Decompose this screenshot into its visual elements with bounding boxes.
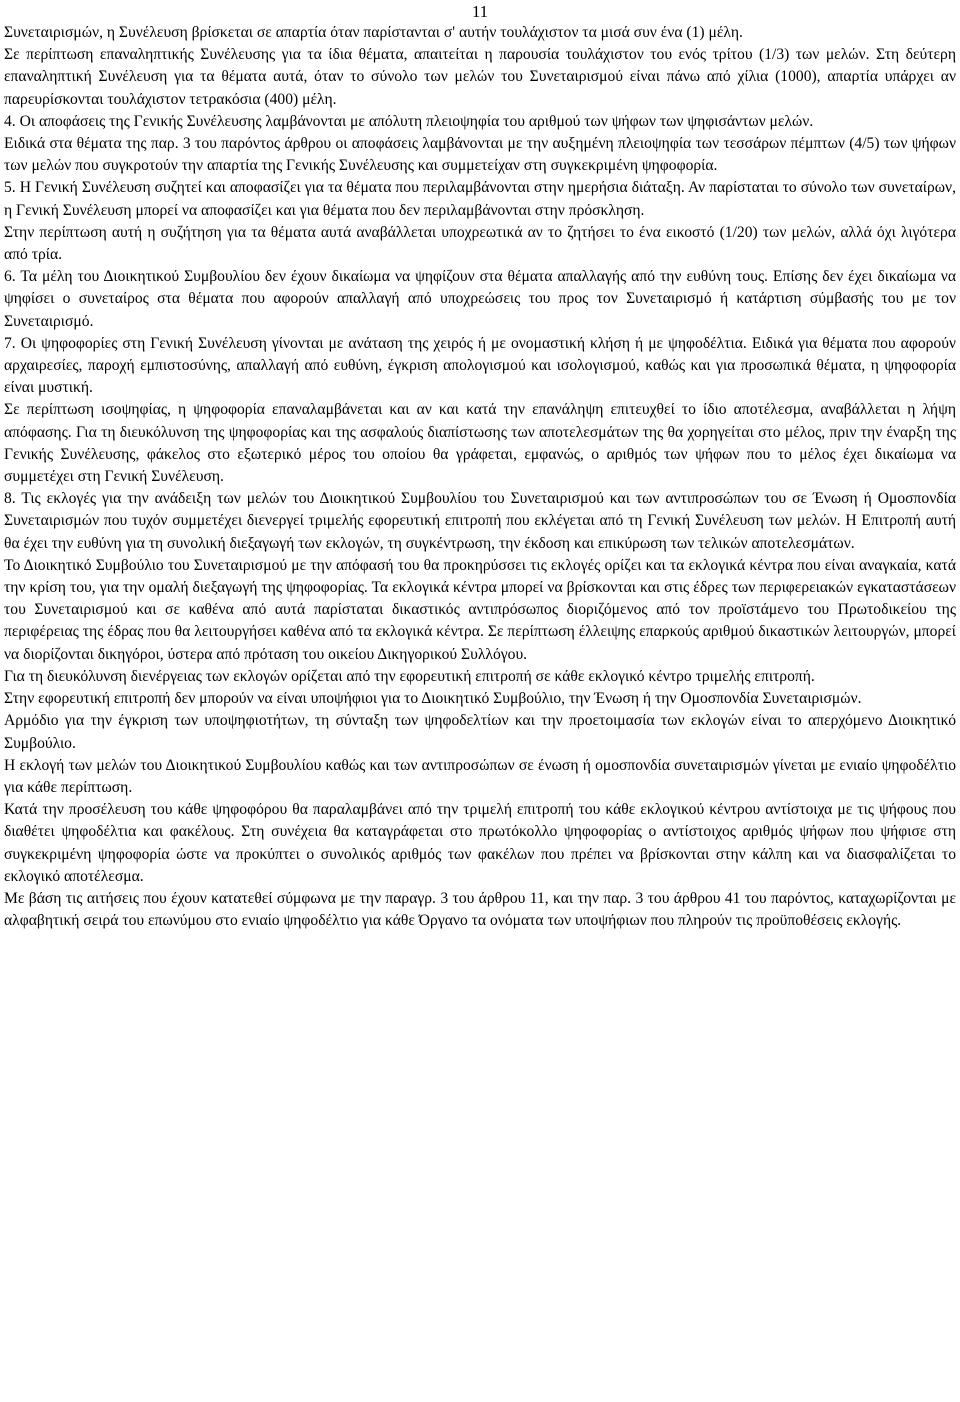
paragraph: 8. Τις εκλογές για την ανάδειξη των μελών του Διοικητικού Συμβουλίου του Συνεταιρισμού και των αντιπροσώπων του σε Ένωση ή Ομοσπονδία Συνεταιρισμών που τυχόν συμμετέχει διενεργεί τριμελής εφορευτική επιτροπή που εκλέγεται από τη Γενική Συνέλευση των μελών. Η Επιτροπή αυτή θα έχει την ευθύνη για τη συνολική διεξαγωγή των εκλογών, τη συγκέντρωση, την έκδοση και επικύρωση των τελικών αποτελεσμάτων. [4,490,956,552]
paragraph: 6. Τα μέλη του Διοικητικού Συμβουλίου δεν έχουν δικαίωμα να ψηφίζουν στα θέματα απαλλαγής από την ευθύνη τους. Επίσης δεν έχει δικαίωμα να ψηφίσει ο συνεταίρος στα θέματα που αφορούν απαλλαγή από υποχρεώσεις του προς τον Συνεταιρισμό ή κατάρτιση σύμβασής του με τον Συνεταιρισμό. [4,268,956,330]
paragraph: Το Διοικητικό Συμβούλιο του Συνεταιρισμού με την απόφασή του θα προκηρύσσει τις εκλογές ορίζει και τα εκλογικά κέντρα που είναι αναγκαία, κατά την κρίση του, για την ομαλή διεξαγωγή της ψηφοφορίας. Τα εκλογικά κέντρα μπορεί να βρίσκονται και στις έδρες των περιφερειακών εγκαταστάσεων του Συνεταιρισμού και σε καθένα από αυτά παρίσταται δικαστικός αντιπρόσωπος διοριζόμενος από τον προϊστάμενο του Πρωτοδικείου της περιφέρειας της έδρας που θα λειτουργήσει καθένα από τα εκλογικά κέντρα. Σε περίπτωση έλλειψης επαρκούς αριθμού δικαστικών λειτουργών, μπορεί να διορίζονται δικηγόροι, ύστερα από πρόταση του οικείου Δικηγορικού Συλλόγου. [4,556,956,663]
paragraph: Κατά την προσέλευση του κάθε ψηφοφόρου θα παραλαμβάνει από την τριμελή επιτροπή του κάθε εκλογικού κέντρου αντίστοιχα με τις ψήφους που διαθέτει ψηφοδέλτια και φακέλους. Στη συνέχεια θα καταγράφεται στο πρωτόκολλο ψηφοφορίας ο αντίστοιχος αριθμός ψήφων που ψήφισε στη συγκεκριμένη ψηφοφορία ώστε να προκύπτει ο συνολικός αριθμός των φακέλων που πρέπει να βρίσκονται στην κάλπη και να διασφαλίζεται το εκλογικό αποτέλεσμα. [4,801,956,885]
paragraph: Στην περίπτωση αυτή η συζήτηση για τα θέματα αυτά αναβάλλεται υποχρεωτικά αν το ζητήσει το ένα εικοστό (1/20) των μελών, αλλά όχι λιγότερα από τρία. [4,223,956,264]
paragraph: Στην εφορευτική επιτροπή δεν μπορούν να είναι υποψήφιοι για το Διοικητικό Συμβούλιο, την Ένωση ή την Ομοσπονδία Συνεταιρισμών. [4,690,862,708]
document-page [4,0,956,1402]
page-number: 11 [471,2,489,21]
paragraph: Ειδικά στα θέματα της παρ. 3 του παρόντος άρθρου οι αποφάσεις λαμβάνονται με την αυξημένη πλειοψηφία των τεσσάρων πέμπτων (4/5) των ψήφων των μελών που συγκροτούν την απαρτία της Γενικής Συνέλευσης και συμμετείχαν στη συγκεκριμένη ψηφοφορία. [4,135,956,175]
paragraph: Αρμόδιο για την έγκριση των υποψηφιοτήτων, τη σύνταξη των ψηφοδελτίων και την προετοιμασία των εκλογών είναι το απερχόμενο Διοικητικό Συμβούλιο. [4,712,956,752]
paragraph: Σε περίπτωση επαναληπτικής Συνέλευσης για τα ίδια θέματα, απαιτείται η παρουσία τουλάχιστον του ενός τρίτου (1/3) των μελών. Στη δεύτερη επαναληπτική Συνέλευση για τα θέματα αυτά, όταν το σύνολο των μελών του Συνεταιρισμού είναι πάνω από χίλια (1000), απαρτία υπάρχει αν παρευρίσκονται τουλάχιστον τετρακόσια (400) μέλη. [4,46,956,108]
document-body [4,22,956,932]
paragraph: Με βάση τις αιτήσεις που έχουν κατατεθεί σύμφωνα με την παραγρ. 3 του άρθρου 11, και την παρ. 3 του άρθρου 41 του παρόντος, καταχωρίζονται με αλφαβητική σειρά του επωνύμου στο ενιαίο ψηφοδέλτιο για κάθε Όργανο τα ονόματα των υποψήφιων που πληρούν τις προϋποθέσεις εκλογής. [4,889,956,930]
paragraph: Η εκλογή των μελών του Διοικητικού Συμβουλίου καθώς και των αντιπροσώπων σε ένωση ή ομοσπονδία συνεταιρισμών γίνεται με ενιαίο ψηφοδέλτιο για κάθε περίπτωση. [4,756,956,796]
paragraph: 5. Η Γενική Συνέλευση συζητεί και αποφασίζει για τα θέματα που περιλαμβάνονται στην ημερήσια διάταξη. Αν παρίσταται το σύνολο των συνεταίρων, η Γενική Συνέλευση μπορεί να αποφασίζει και για θέματα που δεν περιλαμβάνονται στην πρόσκληση. [4,179,956,219]
paragraph: 7. Οι ψηφοφορίες στη Γενική Συνέλευση γίνονται με ανάταση της χειρός ή με ονομαστική κλήση ή με ψηφοδέλτια. Ειδικά για θέματα που αφορούν αρχαιρεσίες, παροχή εμπιστοσύνης, απαλλαγή από ευθύνη, έγκριση απολογισμού και ισολογισμού, καθώς και για προσωπικά θέματα, η ψηφοφορία είναι μυστική. [4,334,956,397]
paragraph: 4. Οι αποφάσεις της Γενικής Συνέλευσης λαμβάνονται με απόλυτη πλειοψηφία του αριθμού των ψήφων των ψηφισάντων μελών. [4,112,814,130]
paragraph: Συνεταιρισμών, η Συνέλευση βρίσκεται σε απαρτία όταν παρίστανται σ' αυτήν τουλάχιστον τα μισά συν ένα (1) μέλη. [4,24,743,41]
paragraph: Για τη διευκόλυνση διενέργειας των εκλογών ορίζεται από την εφορευτική επιτροπή σε κάθε εκλογικό κέντρο τριμελής επιτροπή. [4,667,815,685]
paragraph: Σε περίπτωση ισοψηφίας, η ψηφοφορία επαναλαμβάνεται και αν και κατά την επανάληψη επιτευχθεί το ίδιο αποτέλεσμα, αναβάλλεται η λήψη απόφασης. Για τη διευκόλυνση της ψηφοφορίας και της ασφαλούς διαπίστωσης των αποτελεσμάτων της θα χορηγείται στο μέλος, πριν την έναρξη της Γενικής Συνέλευσης, φάκελος στο εξωτερικό μέρος του οποίου θα γράφεται, εμφανώς, ο αριθμός των ψήφων που το μέλος έχει δικαίωμα να συμμετέχει στη Γενική Συνέλευση. [4,401,956,486]
